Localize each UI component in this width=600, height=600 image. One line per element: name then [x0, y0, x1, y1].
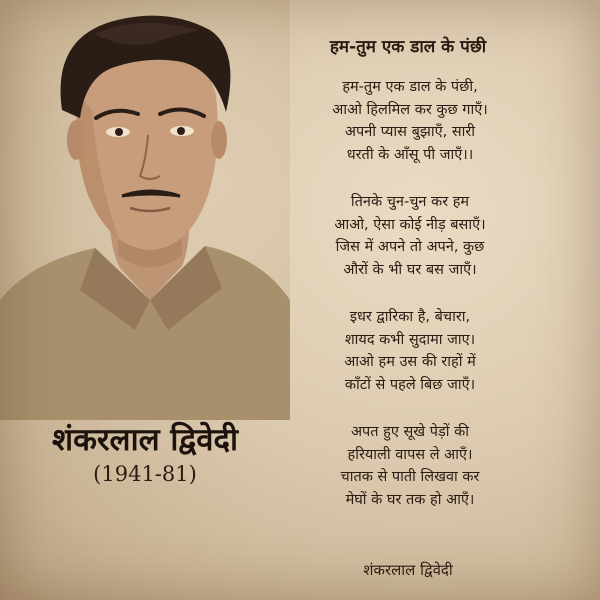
poem-stanza-4 [290, 421, 530, 511]
poem-line: आओ, ऐसा कोई नीड़ बसाएँ। [334, 216, 486, 233]
poet-portrait [0, 0, 290, 420]
poem-stanza-1 [290, 76, 530, 166]
poem-signature: शंकरलाल द्विवेदी [363, 561, 453, 579]
poem-line: आओ हम उस की राहों में [344, 354, 476, 370]
poet-name: शंकरलाल द्विवेदी [51, 422, 238, 458]
poem-line: इधर द्वारिका है, बेचारा, [349, 309, 471, 325]
poem-line: धरती के आँसू पी जाएँ।। [346, 146, 474, 163]
poem-line: अपनी प्यास बुझाएँ, सारी [344, 124, 476, 140]
poem-line: काँटों से पहले बिछ जाएँ। [344, 376, 476, 393]
poem-body [290, 76, 530, 536]
poem-title: हम-तुम एक डाल के पंछी [329, 37, 487, 57]
poem-line: जिस में अपने तो अपने, कुछ [335, 239, 485, 255]
poem-line: आओ हिलमिल कर कुछ गाएँ। [332, 101, 488, 118]
poem-line: मेघों के घर तक हो आएँ। [345, 491, 475, 508]
poem-line: अपत हुए सूखे पेड़ों की [350, 424, 470, 440]
poet-years: (1941-81) [93, 462, 197, 486]
poem-line: शायद कभी सुदामा जाए। [344, 331, 476, 348]
poem-line: हम-तुम एक डाल के पंछी, [342, 79, 478, 95]
poem-line: चातक से पाती लिखवा कर [340, 469, 480, 485]
poem-stanza-3 [290, 306, 530, 396]
poem-line: तिनके चुन-चुन कर हम [350, 194, 470, 210]
poem-line: हरियाली वापस ले आएँ। [347, 446, 473, 463]
poem-line: औरों के भी घर बस जाएँ। [343, 261, 477, 278]
poem-stanza-2 [290, 191, 530, 281]
